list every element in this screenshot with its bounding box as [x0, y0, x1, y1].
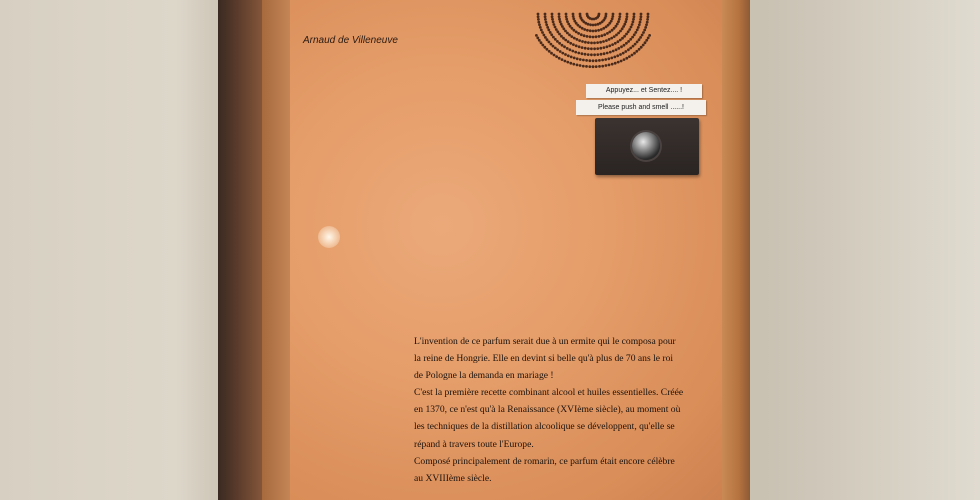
- description-line: de Pologne la demanda en mariage !: [414, 370, 554, 382]
- author-caption: Arnaud de Villeneuve: [303, 35, 398, 46]
- description-line: répand à travers toute l'Europe.: [414, 438, 534, 450]
- description-line: au XVIIIème siècle.: [414, 472, 492, 484]
- label-push-french: Appuyez... et Sentez.... !: [586, 84, 702, 98]
- description-text: [414, 333, 719, 487]
- description-line: les techniques de la distillation alcoolique se développent, qu'elle se: [414, 421, 675, 433]
- description-line: en 1370, ce n'est qu'à la Renaissance (XVIème siècle), au moment où: [414, 404, 681, 416]
- description-line: L'invention de ce parfum serait due à un ermite qui le composa pour: [414, 336, 676, 347]
- description-line: C'est la première recette combinant alcool et huiles essentielles. Créée: [414, 387, 684, 399]
- label-push-english: Please push and smell ......!: [576, 100, 706, 115]
- push-button-icon[interactable]: [632, 132, 660, 160]
- description-line: Composé principalement de romarin, ce parfum était encore célèbre: [414, 455, 675, 467]
- frame-right-edge: [722, 0, 750, 500]
- frame-left-edge: [218, 0, 266, 500]
- description-line: la reine de Hongrie. Elle en devint si belle qu'à plus de 70 ans le roi: [414, 353, 674, 365]
- speaker-grille-icon: [534, 0, 652, 80]
- light-glare: [318, 226, 340, 248]
